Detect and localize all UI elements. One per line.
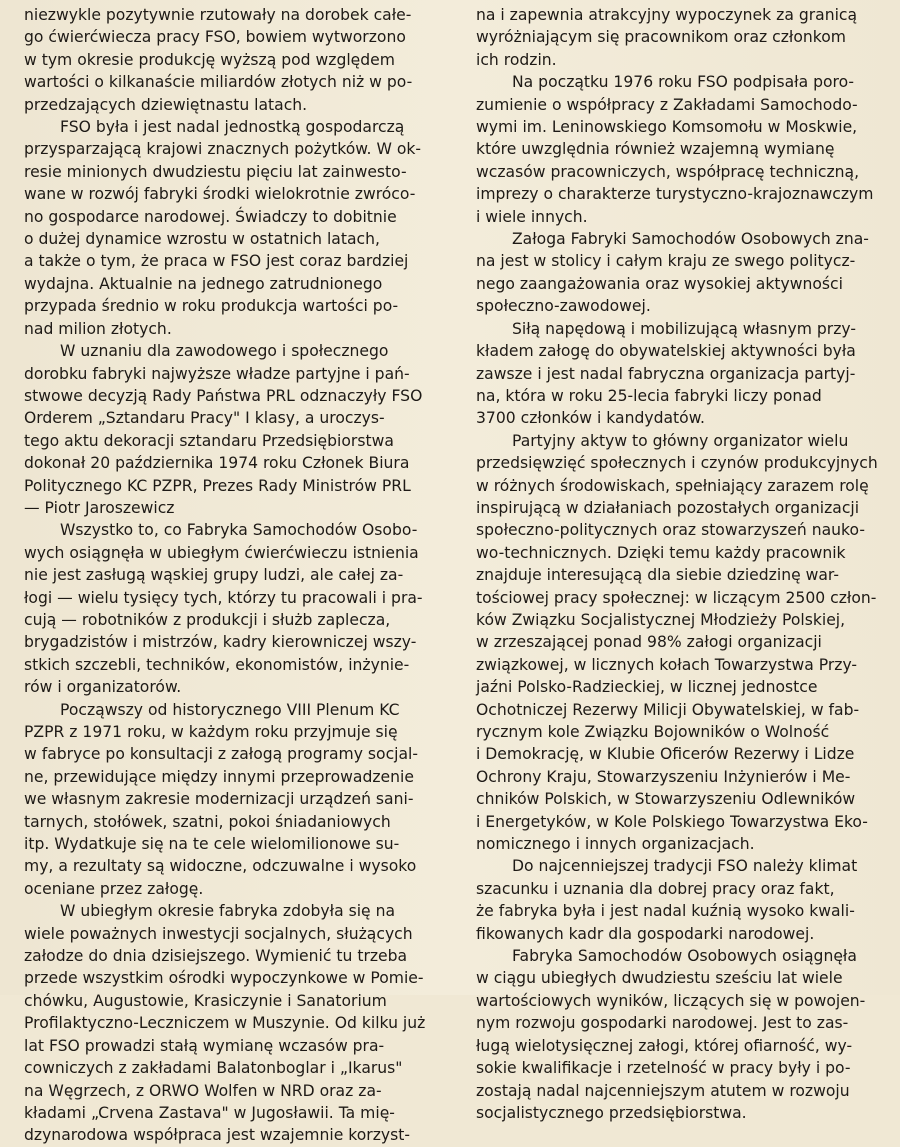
text-line: na jest w stolicy i całym kraju ze swego politycz-: [476, 252, 856, 271]
text-line: ne, przewidujące między innymi przeprowadzenie: [24, 767, 414, 786]
text-line: PZPR z 1971 roku, w każdym roku przyjmuje się: [24, 723, 398, 741]
paragraph: [24, 4, 442, 116]
text-line: sokie kwalifikacje i rzetelność w pracy były i po-: [476, 1059, 851, 1078]
text-line: 3700 członków i kandydatów.: [476, 409, 705, 428]
text-line: stwowe decyzją Rady Państwa PRL odznaczyły FSO: [24, 386, 423, 405]
text-line: i Demokrację, w Klubie Oficerów Rezerwy i Lidze: [476, 745, 855, 764]
text-line: Począwszy od historycznego VIII Plenum KC: [60, 700, 400, 719]
text-line: W ubiegłym okresie fabryka zdobyła się na: [60, 902, 396, 921]
text-line: wczasów pracowniczych, współpracę techniczną,: [476, 162, 860, 181]
text-line: zumienie o współpracy z Zakładami Samochodo-: [476, 95, 858, 114]
text-line: dokonał 20 października 1974 roku Członek Biura: [24, 454, 410, 473]
text-line: tego aktu dekoracji sztandaru Przedsiębiorstwa: [24, 431, 394, 450]
text-line: na Węgrzech, z ORWO Wolfen w NRD oraz za-: [24, 1081, 382, 1100]
text-line: tarnych, stołówek, szatni, pokoi śniadaniowych: [24, 812, 391, 831]
text-line: wane w rozwój fabryki środki wielokrotnie zwróco-: [24, 185, 416, 204]
text-line: we własnym zakresie modernizacji urządzeń sani-: [24, 790, 414, 809]
text-line: przede wszystkim ośrodki wypoczynkowe w Pomie-: [24, 969, 424, 988]
text-line: wyróżniającym się pracownikom oraz członkom: [476, 28, 846, 47]
text-line: załodze do dnia dzisiejszego. Wymienić tu trzeba: [24, 947, 408, 966]
text-line: na i zapewnia atrakcyjny wypoczynek za granicą: [476, 6, 858, 24]
text-line: jaźni Polsko-Radzieckiej, w licznej jednostce: [476, 678, 818, 697]
text-line: oceniane przez załogę.: [24, 879, 204, 898]
text-line: społeczno-zawodowej.: [476, 297, 651, 316]
text-line: ługą wielotysięcznej załogi, której ofiarność, wy-: [476, 1036, 853, 1055]
text-line: nego zaangażowania oraz wysokiej aktywności: [476, 274, 843, 293]
text-line: wartości o kilkanaście miliardów złotych niż w po-: [24, 73, 413, 92]
text-line: przysparzającą krajowi znacznych pożytków. W ok-: [24, 140, 422, 159]
text-line: związkowej, w licznych kołach Towarzystwa Przy-: [476, 655, 858, 674]
text-line: ich rodzin.: [476, 50, 557, 69]
text-line: Wszystko to, co Fabryka Samochodów Osobo-: [60, 521, 418, 540]
text-line: no gospodarce narodowej. Świadczy to dobitnie: [24, 207, 397, 226]
text-line: i Energetyków, w Kole Polskiego Towarzystwa Eko-: [476, 812, 868, 831]
text-line: Partyjny aktyw to główny organizator wielu: [512, 431, 849, 450]
text-line: inspirującą w działaniach pozostałych organizacji: [476, 498, 860, 517]
text-line: w różnych środowiskach, spełniający zarazem rolę: [476, 476, 869, 495]
text-line: Na początku 1976 roku FSO podpisała poro-: [512, 73, 855, 92]
text-line: resie minionych dwudziestu pięciu lat zainwesto-: [24, 162, 407, 181]
text-line: dorobku fabryki najwyższe władze partyjne i pań-: [24, 364, 410, 383]
text-line: w tym okresie produkcję wyższą pod względem: [24, 50, 395, 69]
paragraph: [476, 71, 880, 228]
text-line: Profilaktyczno-Leczniczem w Muszynie. Od kilku już: [24, 1014, 426, 1033]
text-line: cowniczych z zakładami Balatonboglar i „Ikarus": [24, 1059, 403, 1078]
text-line: na, która w roku 25-lecia fabryki liczy ponad: [476, 386, 822, 405]
text-line: o dużej dynamice wzrostu w ostatnich latach,: [24, 230, 380, 249]
text-line: wych osiągnęła w ubiegłym ćwierćwieczu istnienia: [24, 543, 419, 562]
text-line: Do najcenniejszej tradycji FSO należy klimat: [512, 857, 858, 876]
text-line: — Piotr Jaroszewicz: [24, 498, 175, 517]
text-line: które uwzględnia również wzajemną wymianę: [476, 140, 835, 159]
text-line: cują — robotników z produkcji i służb zaplecza,: [24, 610, 391, 629]
text-line: itp. Wydatkuje się na te cele wielomilionowe su-: [24, 835, 400, 854]
paragraph: [476, 318, 880, 430]
text-line: rów i organizatorów.: [24, 678, 182, 697]
text-line: dzynarodowa współpraca jest wzajemnie korzyst-: [24, 1126, 410, 1145]
paragraph: [24, 900, 442, 1146]
text-line: kładami „Crvena Zastava" w Jugosławii. Ta mię-: [24, 1103, 395, 1122]
text-line: wartościowych wyników, liczących się w powojen-: [476, 991, 866, 1010]
text-line: w zrzeszającej ponad 98% załogi organizacji: [476, 633, 822, 652]
paragraph: [24, 699, 442, 901]
text-line: szacunku i uznania dla dobrej pracy oraz fakt,: [476, 879, 835, 898]
text-line: Politycznego KC PZPR, Prezes Rady Ministrów PRL: [24, 476, 411, 495]
text-line: wydajna. Aktualnie na jednego zatrudnionego: [24, 274, 383, 293]
left-text-column: [24, 4, 442, 1147]
paragraph: [476, 430, 880, 856]
text-line: lat FSO prowadzi stałą wymianę wczasów pra-: [24, 1036, 385, 1055]
text-line: Załoga Fabryki Samochodów Osobowych zna-: [512, 230, 869, 249]
text-line: ków Związku Socjalistycznej Młodzieży Polskiej,: [476, 610, 846, 629]
text-line: wymi im. Leninowskiego Komsomołu w Moskwie,: [476, 118, 858, 137]
text-line: my, a rezultaty są widoczne, odczuwalne i wysoko: [24, 857, 417, 876]
text-line: łogi — wielu tysięcy tych, którzy tu pracowali i pra-: [24, 588, 423, 607]
text-line: go ćwierćwiecza pracy FSO, bowiem wytworzono: [24, 28, 406, 47]
text-line: Fabryka Samochodów Osobowych osiągnęła: [512, 947, 857, 966]
text-line: fikowanych kadr dla gospodarki narodowej.: [476, 924, 815, 943]
text-line: nad milion złotych.: [24, 319, 172, 338]
text-line: w fabryce po konsultacji z załogą programy socjal-: [24, 745, 419, 764]
text-line: FSO była i jest nadal jednostką gospodarczą: [60, 118, 405, 137]
text-line: przypada średnio w roku produkcja wartości po-: [24, 297, 399, 316]
text-line: Ochotniczej Rezerwy Milicji Obywatelskiej, w fab-: [476, 700, 860, 719]
text-line: przedzających dziewiętnastu latach.: [24, 95, 308, 114]
paragraph: [24, 519, 442, 698]
paragraph: [24, 340, 442, 519]
text-line: w ciągu ubiegłych dwudziestu sześciu lat wiele: [476, 969, 843, 988]
text-line: socjalistycznego przedsiębiorstwa.: [476, 1103, 747, 1122]
text-line: przedsięwzięć społecznych i czynów produkcyjnych: [476, 454, 878, 473]
text-line: zawsze i jest nadal fabryczna organizacja partyj-: [476, 364, 856, 383]
text-line: kładem załogę do obywatelskiej aktywności była: [476, 342, 856, 361]
text-line: brygadzistów i mistrzów, kadry kierowniczej wszy-: [24, 633, 417, 652]
paragraph: [476, 945, 880, 1124]
text-line: Orderem „Sztandaru Pracy" I klasy, a uroczys-: [24, 409, 385, 428]
text-line: i wiele innych.: [476, 207, 588, 226]
text-line: wo-technicznych. Dzięki temu każdy pracownik: [476, 543, 846, 562]
text-line: społeczno-politycznych oraz stowarzyszeń nauko-: [476, 521, 865, 540]
text-line: nie jest zasługą wąskiej grupy ludzi, ale całej za-: [24, 566, 404, 585]
text-line: Ochrony Kraju, Stowarzyszeniu Inżynierów i Me-: [476, 767, 851, 786]
text-line: zostają nadal najcenniejszym atutem w rozwoju: [476, 1081, 850, 1100]
text-line: imprezy o charakterze turystyczno-krajoznawczym: [476, 185, 874, 204]
text-line: stkich szczebli, techników, ekonomistów, inżynie-: [24, 655, 410, 674]
paragraph: [476, 228, 880, 318]
text-line: chników Polskich, w Stowarzyszeniu Odlewników: [476, 790, 856, 809]
paragraph: [476, 4, 880, 71]
text-line: W uznaniu dla zawodowego i społecznego: [60, 342, 389, 361]
paragraph: [476, 855, 880, 945]
text-line: nym rozwoju gospodarki narodowej. Jest to zas-: [476, 1014, 849, 1033]
text-line: nomicznego i innych organizacjach.: [476, 835, 755, 854]
text-line: że fabryka była i jest nadal kuźnią wysoko kwali-: [476, 902, 855, 921]
right-text-column: [476, 4, 880, 1124]
text-line: znajduje interesującą dla siebie dziedzinę war-: [476, 566, 839, 585]
text-line: rycznym kole Związku Bojowników o Wolność: [476, 723, 830, 741]
text-line: niezwykle pozytywnie rzutowały na dorobek całe-: [24, 6, 412, 24]
paragraph: [24, 116, 442, 340]
text-line: Siłą napędową i mobilizującą własnym przy-: [512, 319, 856, 338]
text-line: chówku, Augustowie, Krasiczynie i Sanatorium: [24, 991, 387, 1010]
text-line: a także o tym, że praca w FSO jest coraz bardziej: [24, 252, 409, 271]
text-line: tościowej pracy społecznej: w liczącym 2500 człon-: [476, 588, 877, 607]
text-line: wiele poważnych inwestycji socjalnych, służących: [24, 924, 413, 943]
